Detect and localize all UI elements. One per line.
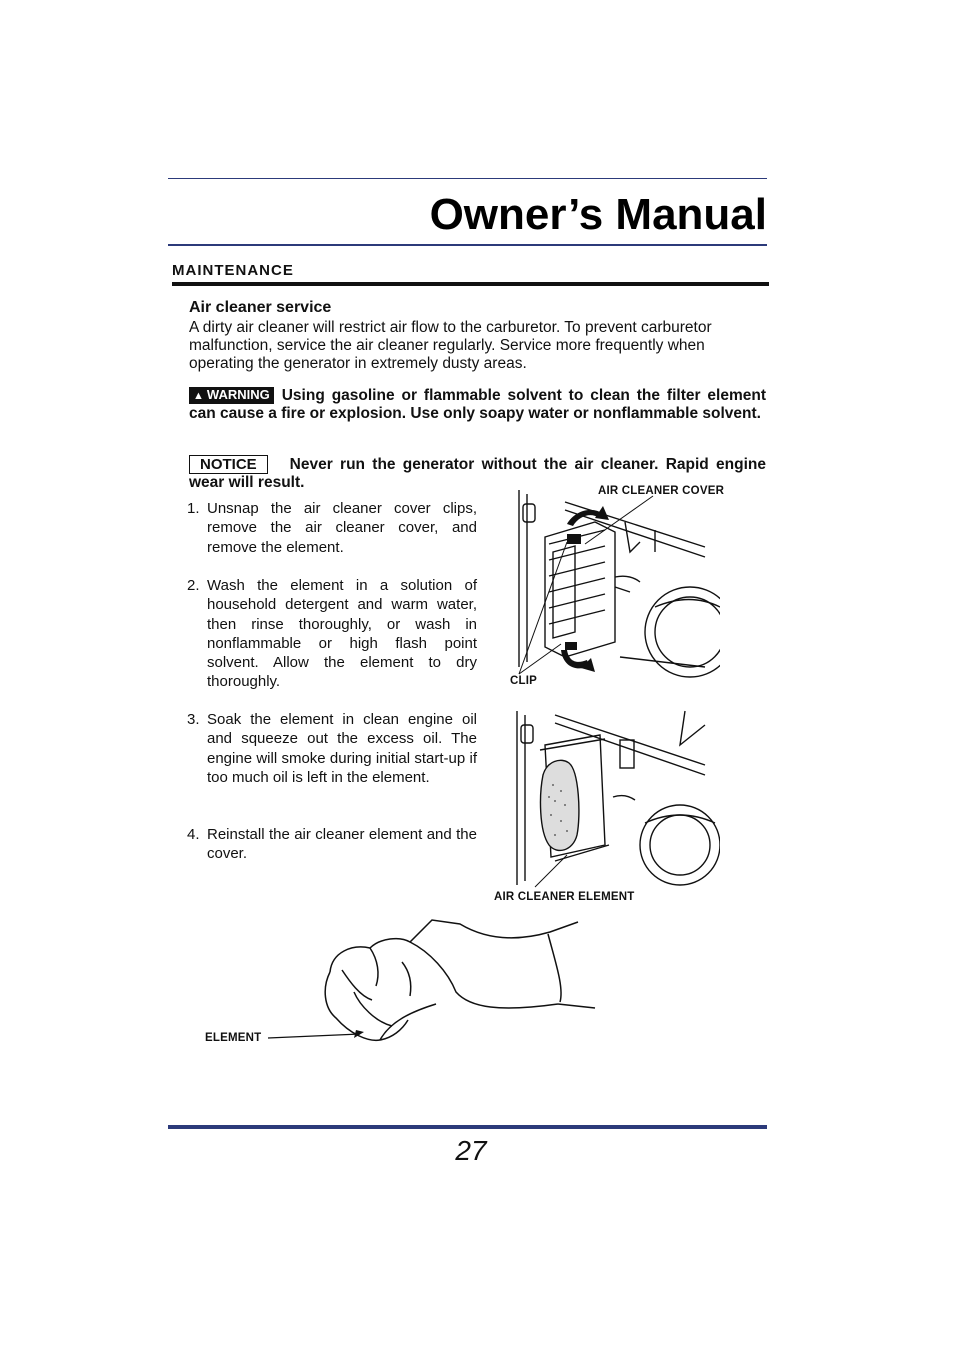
warning-badge [189,387,274,404]
header-rule-bottom [168,244,767,246]
air-cleaner-element-illustration [505,705,720,890]
notice-text: Never run the generator without the air cleaner. Rapid engine wear will result. [189,456,766,491]
air-cleaner-cover-label: AIR CLEANER COVER [598,485,725,497]
step-4 [187,825,477,864]
warning-block [189,387,766,423]
step-1 [187,499,477,557]
step-text: Wash the element in a solution of household detergent and warm water, then rinse thoroughly, or wash in nonflammable or high flash point solvent. Allow the element to dry thoroughly. [207,577,477,691]
step-text: Soak the element in clean engine oil and squeeze out the excess oil. The engine will smoke during initial start-up if too much oil is left in the element. [207,711,477,786]
air-cleaner-heading: Air cleaner service [189,299,332,316]
page-number: 27 [455,1135,487,1166]
section-rule [172,282,769,286]
header-rule-top [168,178,767,179]
step-number: 4. [187,826,200,843]
notice-badge: NOTICE [189,455,268,474]
warning-text: Using gasoline or flammable solvent to clean the filter element can cause a fire or explosion. Use only soapy water or nonflammable solvent. [189,387,766,422]
element-label: ELEMENT [205,1032,262,1044]
air-cleaner-cover-illustration [505,482,720,682]
step-text: Unsnap the air cleaner cover clips, remove the air cleaner cover, and remove the element. [207,500,477,556]
foam-element-shape [541,760,579,850]
clip-label: CLIP [510,675,537,687]
warning-triangle-icon: ▲ [193,390,204,402]
step-text: Reinstall the air cleaner element and the cover. [207,826,477,863]
step-number: 2. [187,577,200,594]
footer-rule [168,1125,767,1129]
step-number: 3. [187,711,200,728]
section-title: MAINTENANCE [172,262,294,279]
page-title: Owner’s Manual [429,190,767,239]
step-number: 1. [187,500,200,517]
warning-badge-label: WARNING [206,387,270,402]
air-cleaner-element-label: AIR CLEANER ELEMENT [494,891,635,903]
step-2 [187,576,477,692]
squeeze-element-illustration [260,912,600,1052]
air-cleaner-intro: A dirty air cleaner will restrict air flow to the carburetor. To prevent carburetor malfunction, service the air cleaner regularly. Service more frequently when operating the generator in extremely dusty areas. [189,319,712,372]
step-3 [187,710,477,787]
